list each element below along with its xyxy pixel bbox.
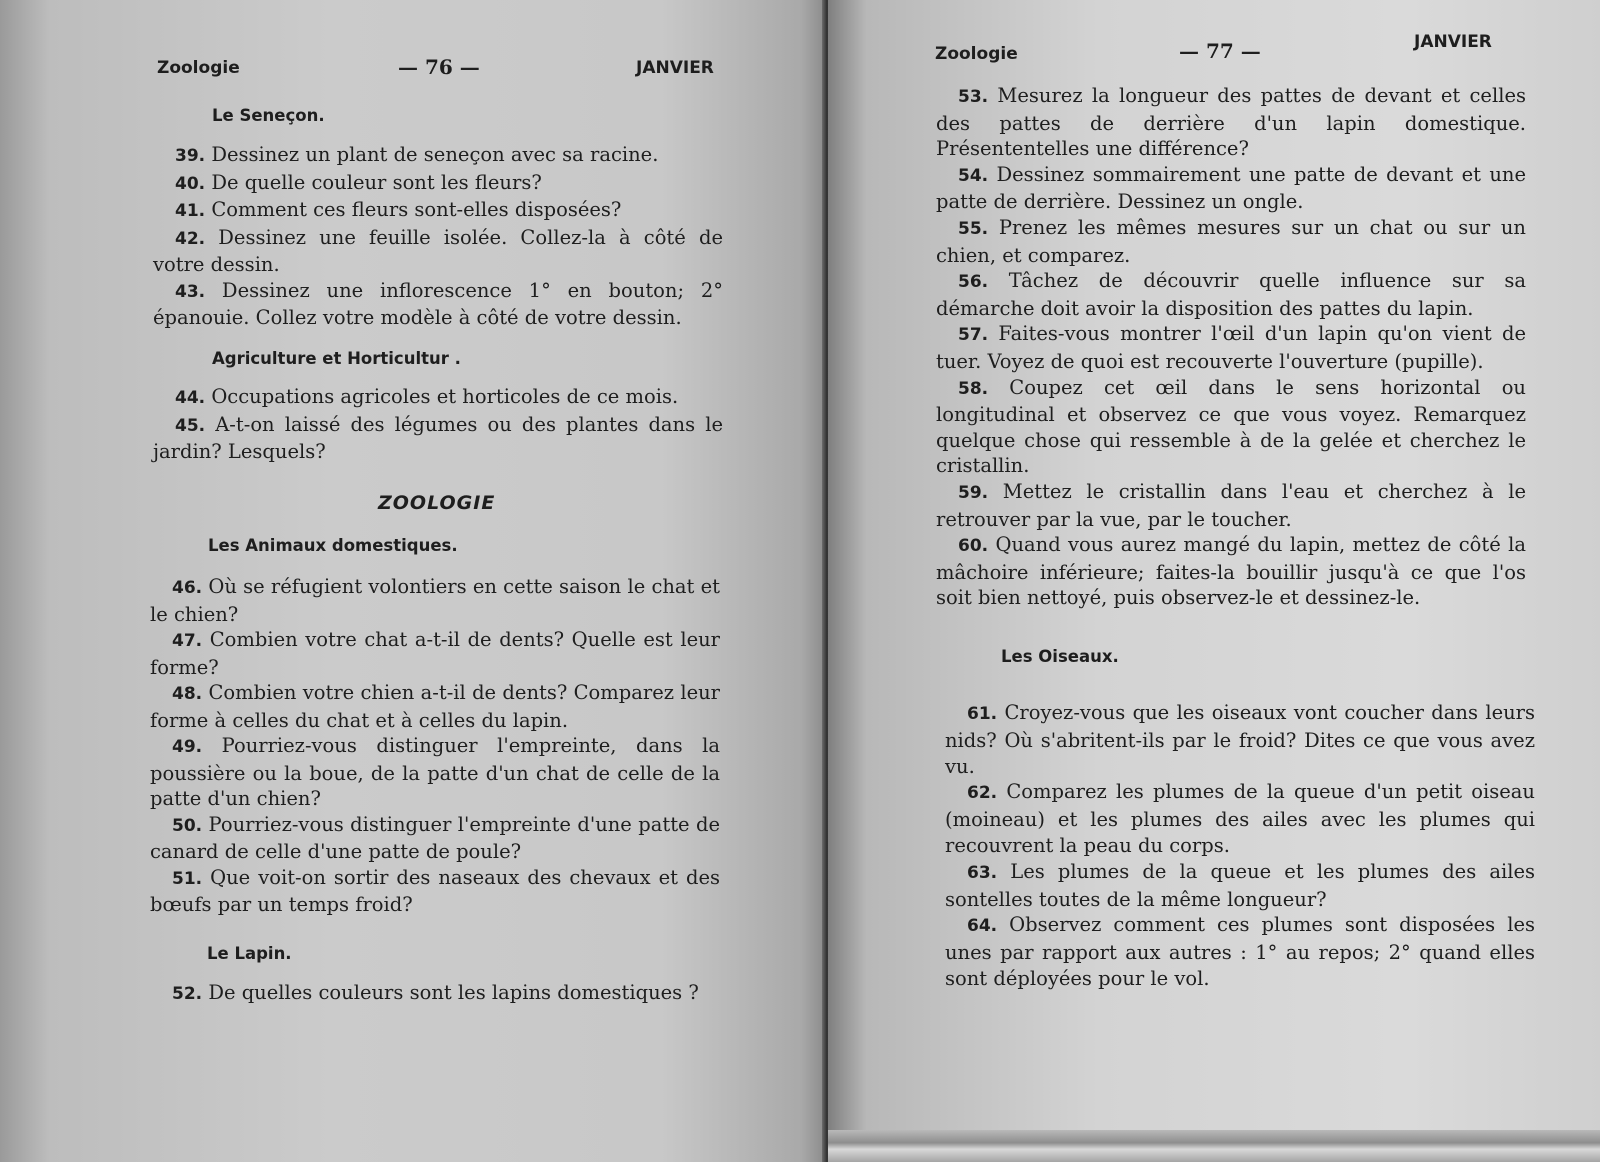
question-item [150,627,720,680]
header-month: JANVIER [636,58,714,78]
section-title-zoologie: ZOOLOGIE [378,492,496,514]
question-block [945,700,1535,992]
heading-agriculture: Agriculture et Horticultur . [212,349,461,368]
question-number: 46. [172,578,203,598]
question-item [945,779,1535,858]
question-text: Pourriez-vous distinguer l'empreinte d'une patte de canard de celle d'une patte de poule? [150,812,720,863]
question-text: Prenez les mêmes mesures sur un chat ou sur un chien, et comparez. [936,215,1526,267]
question-text: Tâchez de découvrir quelle influence sur sa démarche doit avoir la disposition des pattes du lapin. [936,269,1526,320]
question-text: A-t-on laissé des légumes ou des plantes dans le jardin? Lesquels? [153,412,723,463]
question-text: Occupations agricoles et horticoles de ce mois. [205,385,679,408]
question-text: Comparez les plumes de la queue d'un petit oiseau (moineau) et les plumes des ailes avec les plumes qui recouvrent la peau du corps. [945,780,1535,857]
question-number: 50. [172,815,203,836]
question-item [936,479,1526,532]
heading-lapin: Le Lapin. [207,944,292,963]
question-item [936,162,1526,215]
question-text: Coupez cet œil dans le sens horizontal ou longitudinal et observez ce que vous voyez. Remarquez quelque chose qui ressemble à de la gelée et cherchez le cristallin. [936,375,1526,478]
question-item [153,197,723,225]
heading-oiseaux: Les Oiseaux. [1001,647,1119,666]
question-text: Combien votre chien a-t-il de dents? Comparez leur forme à celles du chat et à celles du lapin. [150,681,720,732]
question-item [153,170,723,198]
question-item [150,812,720,865]
question-item [150,680,720,733]
question-item [150,574,720,627]
question-text: Croyez-vous que les oiseaux vont coucher dans leurs nids? Où s'abritent-ils par le froid? Dites ce que vous avez vu. [945,701,1535,778]
question-number: 58. [958,378,989,399]
question-text: De quelles couleurs sont les lapins domestiques ? [202,981,699,1004]
heading-seneçon: Le Seneçon. [212,106,325,125]
question-number: 60. [958,536,989,557]
question-number: 55. [958,218,989,239]
question-number: 41. [175,201,206,221]
right-page [828,0,1600,1162]
question-number: 44. [175,388,206,408]
question-number: 47. [172,631,203,651]
question-text: Dessinez un plant de seneçon avec sa racine. [205,143,659,166]
header-subject: Zoologie [935,44,1018,64]
question-number: 49. [172,737,203,757]
question-text: Mesurez la longueur des pattes de devant et celles des pattes de derrière d'un lapin domestique. Présententelles une différence? [936,84,1526,161]
question-text: Où se réfugient volontiers en cette saison le chat et le chien? [150,575,720,626]
question-number: 63. [967,862,998,883]
question-text: De quelle couleur sont les fleurs? [205,170,542,194]
question-number: 53. [958,87,989,107]
question-item [150,865,720,918]
question-item [150,733,720,812]
question-text: Les plumes de la queue et les plumes des ailes sontelles toutes de la même longueur? [945,859,1535,911]
question-number: 64. [967,916,998,937]
header-subject: Zoologie [157,58,240,78]
question-text: Dessinez une inflorescence 1° en bouton; 2° épanouie. Collez votre modèle à côté de votre dessin. [153,278,723,329]
question-text: Pourriez-vous distinguer l'empreinte, dans la poussière ou la boue, de la patte d'un chat de celle de la patte d'un chien? [150,734,720,810]
header-month: JANVIER [1414,32,1492,52]
question-item [936,375,1526,479]
question-item [936,321,1526,374]
question-item [153,278,723,331]
question-number: 52. [172,984,203,1004]
question-text: Comment ces fleurs sont-elles disposées? [205,198,622,221]
question-item [936,215,1526,268]
question-item [945,912,1535,991]
question-number: 56. [958,272,989,293]
question-number: 54. [958,165,989,186]
question-text: Combien votre chat a-t-il de dents? Quelle est leur forme? [150,628,720,679]
heading-animaux-domestiques: Les Animaux domestiques. [208,536,458,555]
question-number: 62. [967,783,998,804]
question-item [945,700,1535,779]
header-page-number: — 77 — [1179,39,1261,63]
question-item [936,83,1526,162]
question-block [936,83,1526,611]
question-block [150,574,720,918]
question-item [936,268,1526,321]
question-item [150,980,720,1008]
question-number: 43. [175,281,206,302]
question-item [153,142,723,170]
question-number: 57. [958,325,989,346]
question-text: Mettez le cristallin dans l'eau et cherchez à le retrouver par la vue, par le toucher. [936,479,1526,531]
question-text: Dessinez une feuille isolée. Collez-la à côté de votre dessin. [153,225,723,276]
question-number: 61. [967,704,998,724]
question-text: Dessinez sommairement une patte de devant et une patte de derrière. Dessinez un ongle. [936,162,1526,214]
question-number: 45. [175,415,206,436]
question-item [153,225,723,278]
question-text: Quand vous aurez mangé du lapin, mettez de côté la mâchoire inférieure; faites-la bouillir jusqu'à ce que l'os soit bien nettoyé, puis observez-le et dessinez-le. [936,533,1526,610]
question-item [945,859,1535,913]
question-number: 40. [175,173,206,194]
question-number: 59. [958,482,989,503]
question-number: 48. [172,684,203,704]
header-page-number: — 76 — [398,55,480,79]
question-block [153,142,723,331]
page-bottom-edge [828,1130,1600,1162]
question-number: 51. [172,868,203,889]
question-item [936,532,1526,611]
question-block [150,980,720,1008]
question-number: 42. [175,228,206,249]
question-block [153,384,723,465]
question-text: Que voit-on sortir des naseaux des chevaux et des bœufs par un temps froid? [150,865,720,916]
question-number: 39. [175,146,206,166]
question-text: Observez comment ces plumes sont disposées les unes par rapport aux autres : 1° au repos; 2° quand elles sont déployées pour le vol. [945,913,1535,990]
question-item [153,384,723,412]
question-text: Faites-vous montrer l'œil d'un lapin qu'on vient de tuer. Voyez de quoi est recouverte l'ouverture (pupille). [936,322,1526,373]
question-item [153,412,723,465]
